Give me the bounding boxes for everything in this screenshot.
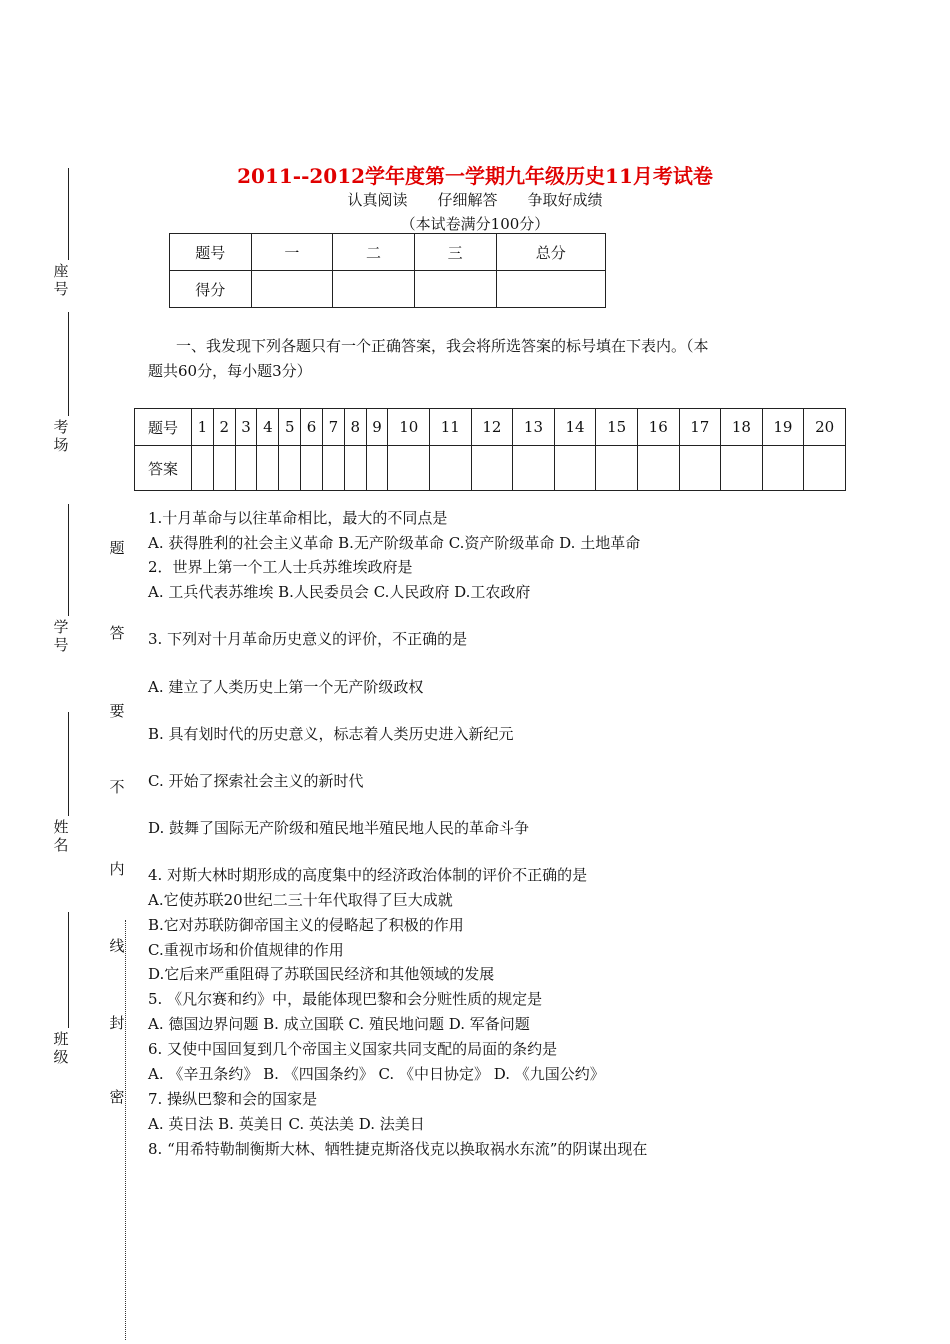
answer-row <box>135 446 846 491</box>
answer-cell[interactable] <box>388 446 430 491</box>
answer-cell[interactable] <box>257 446 279 491</box>
question-text: 4. 对斯大林时期形成的高度集中的经济政治体制的评价不正确的是 <box>148 866 588 884</box>
question-option: B.它对苏联防御帝国主义的侵略起了积极的作用 <box>148 916 464 934</box>
answer-cell[interactable] <box>471 446 513 491</box>
question-number-cell: 18 <box>721 409 763 446</box>
score-table-header: 二 <box>333 234 415 271</box>
question-text: 5. 《凡尔赛和约》中，最能体现巴黎和会分赃性质的规定是 <box>148 990 543 1008</box>
score-table <box>169 233 606 308</box>
answer-cell[interactable] <box>430 446 472 491</box>
answer-cell[interactable] <box>366 446 388 491</box>
question-number-cell: 15 <box>596 409 638 446</box>
question-text: 8. “用希特勒制衡斯大林、牺牲捷克斯洛伐克以换取祸水东流”的阴谋出现在 <box>148 1140 648 1158</box>
answer-cell[interactable] <box>679 446 721 491</box>
question-number-cell: 8 <box>344 409 366 446</box>
question-option: A. 建立了人类历史上第一个无产阶级政权 <box>148 678 424 696</box>
question-number-cell: 10 <box>388 409 430 446</box>
score-cell[interactable] <box>333 271 415 308</box>
answer-cell[interactable] <box>762 446 804 491</box>
score-table-header: 题号 <box>170 234 252 271</box>
seal-char: 答 <box>109 624 125 642</box>
question-number-cell: 14 <box>554 409 596 446</box>
answer-row-label: 答案 <box>135 446 192 491</box>
seal-char: 密 <box>109 1088 125 1106</box>
question-text: 3. 下列对十月革命历史意义的评价，不正确的是 <box>148 630 468 648</box>
question-text: 2．世界上第一个工人士兵苏维埃政府是 <box>148 558 413 576</box>
answer-cell[interactable] <box>213 446 235 491</box>
score-row-label: 得分 <box>170 271 252 308</box>
answer-cell[interactable] <box>554 446 596 491</box>
question-number-cell: 5 <box>279 409 301 446</box>
full-score-note: （本试卷满分100分） <box>400 215 550 233</box>
answer-cell[interactable] <box>322 446 344 491</box>
answer-cell[interactable] <box>301 446 323 491</box>
answer-cell[interactable] <box>721 446 763 491</box>
exam-room-label: 考场 <box>53 418 69 454</box>
question-option: D. 鼓舞了国际无产阶级和殖民地半殖民地人民的革命斗争 <box>148 819 530 837</box>
student-id-label: 学号 <box>53 618 69 654</box>
score-table-header: 三 <box>414 234 496 271</box>
score-table-header: 一 <box>251 234 333 271</box>
section1-instruction: 一、我发现下列各题只有一个正确答案，我会将所选答案的标号填在下表内。（本 <box>176 337 709 355</box>
question-option: A. 《辛丑条约》 B. 《四国条约》 C. 《中日协定》 D. 《九国公约》 <box>148 1065 605 1083</box>
score-table-header: 总分 <box>496 234 606 271</box>
answer-cell[interactable] <box>279 446 301 491</box>
section1-instruction-cont: 题共60分，每小题3分） <box>148 362 312 380</box>
seat-number-label: 座号 <box>53 262 69 298</box>
question-option: C.重视市场和价值规律的作用 <box>148 941 344 959</box>
question-number-cell: 7 <box>322 409 344 446</box>
question-number-cell: 6 <box>301 409 323 446</box>
answer-cell[interactable] <box>637 446 679 491</box>
score-cell[interactable] <box>414 271 496 308</box>
question-number-cell: 12 <box>471 409 513 446</box>
answer-cell[interactable] <box>192 446 214 491</box>
question-number-cell: 20 <box>804 409 846 446</box>
question-number-cell: 2 <box>213 409 235 446</box>
question-option: B. 具有划时代的历史意义，标志着人类历史进入新纪元 <box>148 725 514 743</box>
score-cell[interactable] <box>496 271 606 308</box>
question-text: 1.十月革命与以往革命相比，最大的不同点是 <box>148 509 448 527</box>
binding-line <box>68 712 69 816</box>
seal-char: 题 <box>109 539 125 557</box>
binding-line <box>68 504 69 616</box>
binding-line <box>68 912 69 1028</box>
seal-char: 线 <box>109 937 125 955</box>
class-label: 班级 <box>53 1030 69 1066</box>
question-number-cell: 17 <box>679 409 721 446</box>
seal-char: 封 <box>109 1014 125 1032</box>
question-text: 7. 操纵巴黎和会的国家是 <box>148 1090 318 1108</box>
answer-table-label: 题号 <box>135 409 192 446</box>
question-option: A.它使苏联20世纪二三十年代取得了巨大成就 <box>148 891 453 909</box>
question-number-cell: 9 <box>366 409 388 446</box>
score-cell[interactable] <box>251 271 333 308</box>
question-number-cell: 11 <box>430 409 472 446</box>
question-text: 6. 又使中国回复到几个帝国主义国家共同支配的局面的条约是 <box>148 1040 558 1058</box>
binding-line <box>68 312 69 416</box>
answer-cell[interactable] <box>344 446 366 491</box>
question-option: A. 德国边界问题 B. 成立国联 C. 殖民地问题 D. 军备问题 <box>148 1015 530 1033</box>
seal-char: 不 <box>109 778 125 796</box>
question-number-cell: 3 <box>235 409 257 446</box>
answer-table-header-row <box>135 409 846 446</box>
answer-cell[interactable] <box>513 446 555 491</box>
question-number-cell: 4 <box>257 409 279 446</box>
seal-dotted-line <box>125 920 126 1340</box>
question-number-cell: 13 <box>513 409 555 446</box>
name-label: 姓名 <box>53 818 69 854</box>
question-option: D.它后来严重阻碍了苏联国民经济和其他领域的发展 <box>148 965 495 983</box>
answer-table <box>134 408 846 491</box>
answer-cell[interactable] <box>235 446 257 491</box>
question-option: C. 开始了探索社会主义的新时代 <box>148 772 364 790</box>
exam-subtitle: 认真阅读 仔细解答 争取好成绩 <box>347 191 603 209</box>
question-option: A. 英日法 B. 英美日 C. 英法美 D. 法美日 <box>148 1115 425 1133</box>
question-number-cell: 1 <box>192 409 214 446</box>
answer-cell[interactable] <box>804 446 846 491</box>
question-number-cell: 19 <box>762 409 804 446</box>
exam-title: 2011--2012学年度第一学期九年级历史11月考试卷 <box>237 164 713 188</box>
question-option: A. 工兵代表苏维埃 B.人民委员会 C.人民政府 D.工农政府 <box>148 583 531 601</box>
seal-char: 要 <box>109 702 125 720</box>
seal-char: 内 <box>109 860 125 878</box>
question-option: A. 获得胜利的社会主义革命 B.无产阶级革命 C.资产阶级革命 D. 土地革命 <box>148 534 641 552</box>
answer-cell[interactable] <box>596 446 638 491</box>
question-number-cell: 16 <box>637 409 679 446</box>
